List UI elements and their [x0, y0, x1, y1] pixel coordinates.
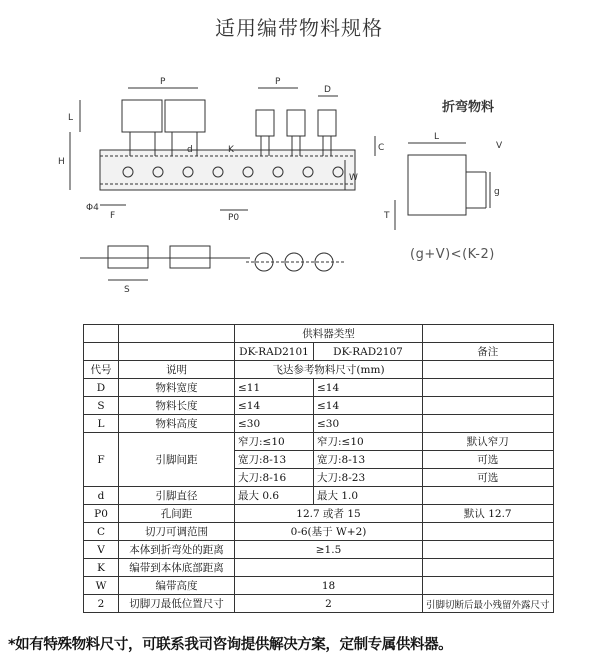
row-value-2101: ≤11: [235, 379, 314, 397]
row-value-2107: ≤14: [314, 397, 423, 415]
row-code: d: [84, 487, 119, 505]
table-row: [84, 541, 554, 559]
dim-phi4-label: Φ4: [86, 203, 99, 213]
bend-formula: (g+V)<(K-2): [410, 247, 495, 262]
row-value: 2: [235, 595, 423, 613]
row-note: 默认窄刀: [423, 433, 554, 451]
component-cap-1: [256, 110, 274, 136]
row-desc: 物料宽度: [119, 379, 235, 397]
row-code: C: [84, 523, 119, 541]
row-value: ≥1.5: [235, 541, 423, 559]
dim-d-label: D: [324, 85, 331, 95]
table-row: [84, 595, 554, 613]
dim-h-label: H: [58, 157, 65, 167]
row-code: K: [84, 559, 119, 577]
dim-bent-l-label: L: [434, 132, 440, 142]
row-note: 默认 12.7: [423, 505, 554, 523]
side-view-body-1: [108, 246, 148, 268]
row-value-2107: ≤14: [314, 379, 423, 397]
component-body-1: [122, 100, 162, 132]
row-code: D: [84, 379, 119, 397]
bent-material-title: 折弯物料: [442, 100, 495, 115]
dim-p-label: P: [275, 77, 281, 87]
row-value-2101: 最大 0.6: [235, 487, 314, 505]
row-value: [235, 559, 423, 577]
row-desc: 物料长度: [119, 397, 235, 415]
feeder-type-header: 供料器类型: [235, 325, 423, 343]
dim-k-label: K: [228, 145, 234, 155]
row-value: 12.7 或者 15: [235, 505, 423, 523]
row-value-2101: ≤14: [235, 397, 314, 415]
ref-size-header: 飞达参考物料尺寸(mm): [235, 361, 423, 379]
row-code: 2: [84, 595, 119, 613]
row-value-2101: 宽刀:8-13: [235, 451, 314, 469]
row-value-2107: ≤30: [314, 415, 423, 433]
row-desc: 本体到折弯处的距离: [119, 541, 235, 559]
dim-l-label: L: [68, 113, 74, 123]
dim-s-label: S: [124, 285, 130, 295]
tape-spec-drawing: [0, 60, 598, 310]
row-code: V: [84, 541, 119, 559]
model2-header: DK-RAD2107: [314, 343, 423, 361]
row-desc: 引脚间距: [119, 433, 235, 487]
table-row: [84, 397, 554, 415]
dim-p-label: P: [160, 77, 166, 87]
dim-g-label: g: [494, 187, 500, 197]
model1-header: DK-RAD2101: [235, 343, 314, 361]
row-value-2107: 宽刀:8-13: [314, 451, 423, 469]
bent-component-body: [408, 155, 466, 215]
row-desc: 编带高度: [119, 577, 235, 595]
side-view-body-2: [170, 246, 210, 268]
table-row: [84, 559, 554, 577]
table-row: [84, 487, 554, 505]
table-row: [84, 433, 554, 451]
row-code: F: [84, 433, 119, 487]
row-desc: 编带到本体底部距离: [119, 559, 235, 577]
table-row: [84, 523, 554, 541]
dim-f-label: F: [110, 211, 116, 221]
component-body-2: [165, 100, 205, 132]
dim-c-label: C: [378, 143, 385, 153]
note-header: 备注: [423, 343, 554, 361]
row-value-2107: 窄刀:≤10: [314, 433, 423, 451]
table-row: [84, 325, 554, 343]
row-note: 可选: [423, 451, 554, 469]
row-note: 引脚切断后最小残留外露尺寸: [423, 595, 554, 613]
table-row: [84, 361, 554, 379]
footnote: *如有特殊物料尺寸，可联系我司咨询提供解决方案，定制专属供料器。: [8, 637, 453, 653]
row-value-2101: 窄刀:≤10: [235, 433, 314, 451]
row-value: 0-6(基于 W+2): [235, 523, 423, 541]
table-row: [84, 415, 554, 433]
table-row: [84, 577, 554, 595]
row-code: L: [84, 415, 119, 433]
component-cap-2: [287, 110, 305, 136]
desc-header: 说明: [119, 361, 235, 379]
code-header: 代号: [84, 361, 119, 379]
component-cap-3: [318, 110, 336, 136]
page-title: 适用编带物料规格: [215, 16, 383, 40]
dim-t-label: T: [384, 211, 390, 221]
spec-table: [83, 324, 554, 613]
row-code: P0: [84, 505, 119, 523]
table-row: [84, 505, 554, 523]
dim-v-label: V: [496, 141, 503, 151]
row-value-2101: ≤30: [235, 415, 314, 433]
table-row: [84, 379, 554, 397]
row-desc: 引脚直径: [119, 487, 235, 505]
row-value-2101: 大刀:8-16: [235, 469, 314, 487]
row-value-2107: 大刀:8-23: [314, 469, 423, 487]
row-desc: 物料高度: [119, 415, 235, 433]
dim-w-label: W: [349, 173, 358, 183]
row-code: W: [84, 577, 119, 595]
table-row: [84, 343, 554, 361]
dim-p0-label: P0: [228, 213, 240, 223]
row-value: 18: [235, 577, 423, 595]
row-desc: 孔间距: [119, 505, 235, 523]
dim-small-d-label: d: [187, 145, 193, 155]
row-code: S: [84, 397, 119, 415]
row-desc: 切脚刀最低位置尺寸: [119, 595, 235, 613]
row-desc: 切刀可调范围: [119, 523, 235, 541]
row-value-2107: 最大 1.0: [314, 487, 423, 505]
row-note: 可选: [423, 469, 554, 487]
